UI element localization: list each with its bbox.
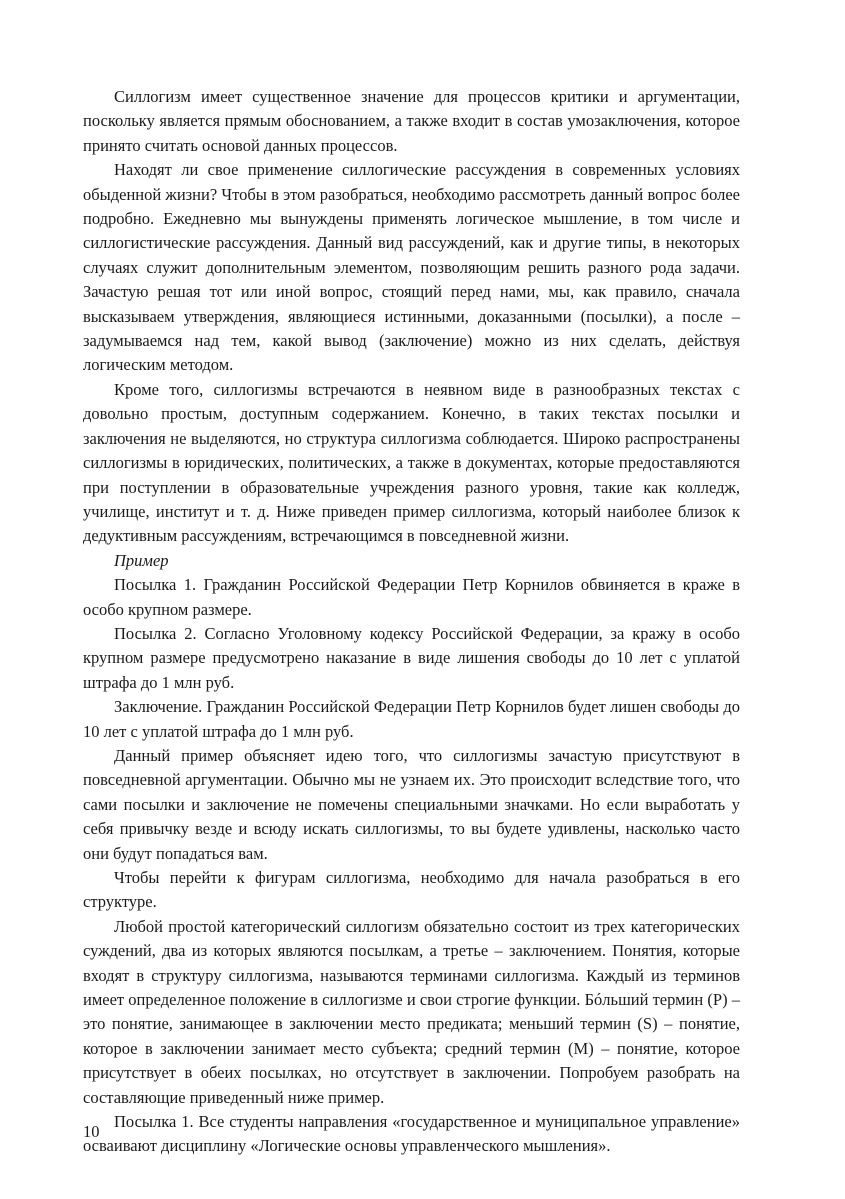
premise-1-students: Посылка 1. Все студенты направления «государственное и муниципальное управление» осваивают дисциплину «Логические основы управленческого мышления». [83, 1112, 740, 1156]
premise-2-example: Посылка 2. Согласно Уголовному кодексу Российской Федерации, за кражу в особо крупном размере предусмотрено наказание в виде лишения свободы до 10 лет с уплатой штрафа до 1 млн руб. [83, 623, 740, 692]
paragraph-structure-intro: Чтобы перейти к фигурам силлогизма, необходимо для начала разобраться в его структуре. [83, 868, 740, 912]
page-body [83, 85, 740, 1159]
conclusion-example: Заключение. Гражданин Российской Федерации Петр Корнилов будет лишен свободы до 10 лет с уплатой штрафа до 1 млн руб. [83, 697, 740, 741]
paragraph-syllogism-significance: Силлогизм имеет существенное значение для процессов критики и аргументации, поскольку является прямым обоснованием, а также входит в состав умозаключения, которое принято считать основой данных процессов. [83, 87, 740, 155]
paragraph-example-explanation: Данный пример объясняет идею того, что силлогизмы зачастую присутствуют в повседневной аргументации. Обычно мы не узнаем их. Это происходит вследствие того, что сами посылки и заключение не помечены специальными значками. Но если выработать у себя привычку везде и всюду искать силлогизмы, то вы будете удивлены, насколько часто они будут попадаться вам. [83, 745, 740, 863]
paragraph-implicit-syllogisms: Кроме того, силлогизмы встречаются в неявном виде в разнообразных текстах с довольно простым, доступным содержанием. Конечно, в таких текстах посылки и заключения не выделяются, но структура силлогизма соблюдается. Широко распространены силлогизмы в юридических, политических, а также в документах, которые предоставляются при поступлении в образовательные учреждения разного уровня, такие как колледж, училище, институт и т. д. Ниже приведен пример силлогизма, который наиболее близок к дедуктивным рассуждениям, встречающимся в повседневной жизни. [83, 379, 740, 546]
premise-1-example: Посылка 1. Гражданин Российской Федерации Петр Корнилов обвиняется в краже в особо крупном размере. [83, 575, 740, 619]
page-number: 10 [83, 1122, 100, 1141]
example-heading: Пример [114, 550, 169, 570]
paragraph-syllogism-terms: Любой простой категорический силлогизм обязательно состоит из трех категорических суждений, два из которых являются посылкам, а третье – заключением. Понятия, которые входят в структуру силлогизма, называются терминами силлогизма. Каждый из терминов имеет определенное положение в силлогизме и свои строгие функции. Бóльший термин (P) – это понятие, занимающее в заключении место предиката; меньший термин (S) – понятие, которое в заключении занимает место субъекта; средний термин (M) – понятие, которое присутствует в обеих посылках, но отсутствует в заключении. Попробуем разобрать на составляющие приведенный ниже пример. [83, 916, 740, 1107]
paragraph-everyday-application: Находят ли свое применение силлогические рассуждения в современных условиях обыденной жизни? Чтобы в этом разобраться, необходимо рассмотреть данный вопрос более подробно. Ежедневно мы вынуждены применять логическое мышление, в том числе и силлогистические рассуждения. Данный вид рассуждений, как и другие типы, в некоторых случаях служит дополнительным элементом, позволяющим решить разного рода задачи. Зачастую решая тот или иной вопрос, стоящий перед нами, мы, как правило, сначала высказываем утверждения, являющиеся истинными, доказанными (посылки), а после – задумываемся над тем, какой вывод (заключение) можно из них сделать, действуя логическим методом. [83, 160, 740, 375]
